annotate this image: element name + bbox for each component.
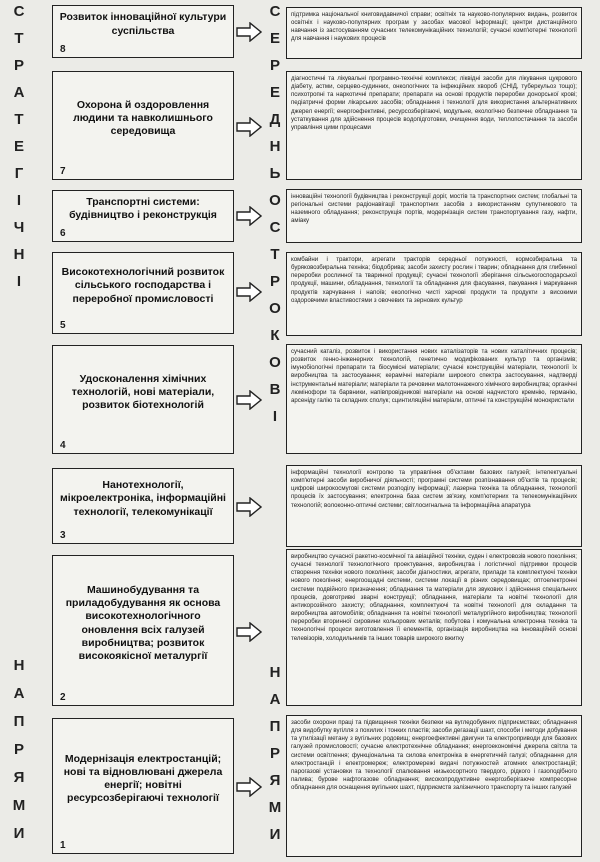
description-box-5: [286, 252, 582, 336]
right-vertical-label: [266, 4, 284, 854]
letter: Я: [13, 769, 25, 786]
letter: Н: [269, 664, 281, 681]
direction-title: Машинобудування та приладобудування як основа високотехнологічного оновлення всіх галузей виробництва; розвиток високоякісної металургії: [65, 584, 221, 662]
letter: Ч: [13, 219, 25, 236]
letter: І: [16, 273, 22, 290]
left-vertical-label: [10, 4, 28, 854]
description-box-4: [286, 344, 582, 454]
direction-title: Нанотехнології, мікроелектроніка, інформаційні технології, телекомунікації: [60, 479, 226, 518]
direction-number: 2: [60, 692, 66, 703]
direction-box-3: [52, 468, 234, 544]
description-text: діагностичні та лікувальні програмно-технічні комплекси; ліквідні засоби для лікування цукрового діабету, астми, серцево-судинних, онкологічних та інфекційних хвороб (СНІД, туберкульоз тощо); психотропні та наркотичні препарати; препарати на основі продуктів переробки донорської крові; педіатричні форми лікарських засобів; обладнання і технології для використання альтернативних джерел енергії; енергоефективні, ресурсозберігаючі, модульне, екологічно безпечне обладнання та устаткування для здійснення процесів водопідготовки, очищення води, теплопостачання та засоби управління цими процесами: [291, 75, 577, 131]
description-text: засоби охорони праці та підвищення техніки безпеки на вугледобувних підприємствах; обладнання для видобутку вугілля з похилих і тонких пластів; засоби дегазації шахт, способи і методи добування та утилізації метану з вугільних родовищ; енергоефективні двигуни та електроприводи для базових галузей промисловості; сучасне електротехнічне обладнання; енергоекономічні джерела світла та системи освітлення; функціональна та силова електроніка в енергетичній галузі; обладнання для електростанцій і електромереж; електромережі видачі потужностей атомних електростанцій; парогазові установки та технології спалювання низькосортного твердого, рідкого і газоподібного палива; бурове нафтогазове обладнання; високопродуктивне енергозберігаюче компресорне обладнання для оснащення вугільних шахт, підприємств залізничного транспорту та інших галузей: [291, 719, 577, 792]
letter: А: [13, 84, 25, 101]
direction-number: 8: [60, 44, 66, 55]
letter: О: [269, 192, 281, 209]
direction-number: 3: [60, 530, 66, 541]
description-box-2: [286, 549, 582, 706]
letter: О: [269, 354, 281, 371]
letter: Р: [269, 273, 280, 290]
description-text: сучасний каталіз, розвиток і використання нових каталізаторів та нових каталітичних процесів; розвиток генно-інженерних технологій, генетично модифікованих культур та організмів; імунобіологічні препарати та біосумісні матеріали; сучасні конструкційні матеріали, технології їх виробництва та застосування; керамічні матеріали широкого спектра застосування, надтверді інструментальні матеріали; матеріали та речовини малотоннажного хімічного виробництва; органічні люмінофори та барвники, напівпровідникові матеріали на основі надчистого кремнію, германію, арсеніду галію та складних сполук; сцинтиляційні матеріали, оптичні та конструкційні монокристали: [291, 348, 577, 404]
left-label-strategic: [14, 4, 25, 301]
arrow-right-icon: [236, 22, 262, 42]
description-box-3: [286, 465, 582, 547]
left-label-directions: [13, 658, 26, 854]
direction-number: 5: [60, 320, 66, 331]
letter: Т: [14, 30, 24, 47]
direction-number: 4: [60, 440, 66, 451]
letter: Ь: [269, 165, 281, 182]
letter: Е: [269, 84, 280, 101]
direction-number: 6: [60, 228, 66, 239]
direction-title: Розвиток інноваційної культури суспільства: [59, 11, 227, 37]
letter: Е: [269, 30, 280, 47]
letter: Д: [269, 111, 281, 128]
letter: М: [12, 797, 26, 814]
letter: Г: [14, 165, 24, 182]
letter: П: [269, 718, 281, 735]
arrow-right-icon: [236, 622, 262, 642]
letter: П: [13, 713, 25, 730]
description-text: інноваційні технології будівництва і реконструкції доріг, мостів та транспортних систем; глобальні та регіональні системи радіонавігації транспортних засобів з використанням супутникового та наземного обладнання; реконструкція портів, модернізація систем транспортування газу, нафти, аміаку: [291, 193, 577, 225]
direction-title: Високотехнологічний розвиток сільського господарства і переробної промисловості: [61, 266, 225, 305]
direction-title: Модернізація електростанцій; нові та відновлювані джерела енергії; новітні ресурсозберігаючі технології: [63, 752, 223, 805]
direction-number: 7: [60, 166, 66, 177]
letter: Е: [13, 138, 24, 155]
arrow-right-icon: [236, 282, 262, 302]
description-box-6: [286, 189, 582, 243]
arrow-right-icon: [236, 117, 262, 137]
letter: Н: [13, 657, 25, 674]
letter: І: [16, 192, 22, 209]
letter: Т: [14, 111, 24, 128]
direction-box-4: [52, 345, 234, 454]
letter: Т: [270, 246, 280, 263]
letter: Р: [13, 57, 24, 74]
letter: Н: [13, 246, 25, 263]
letter: С: [269, 3, 281, 20]
letter: М: [268, 799, 282, 816]
letter: Р: [269, 745, 280, 762]
direction-box-8: [52, 5, 234, 58]
arrow-right-icon: [236, 497, 262, 517]
letter: А: [269, 691, 281, 708]
letter: А: [13, 685, 25, 702]
description-box-1: [286, 715, 582, 857]
arrow-right-icon: [236, 206, 262, 226]
direction-box-6: [52, 190, 234, 242]
description-text: підтримка національної книговидавничої справи; освітніх та науково-популярних видань, розвиток освітніх і науково-популярних програм у засобах масової інформації; центри дистанційного навчання із застосуванням сучасних телекомунікаційних технологій; сучасні комп'ютерні технології для навчання і наукових процесів: [291, 11, 577, 43]
direction-number: 1: [60, 840, 66, 851]
letter: Р: [269, 57, 280, 74]
arrow-right-icon: [236, 777, 262, 797]
letter: Я: [269, 772, 281, 789]
direction-title: Охорона й оздоровлення людини та навколишнього середовища: [73, 98, 213, 138]
direction-box-1: [52, 718, 234, 854]
description-text: інформаційні технології контролю та управління об'єктами базових галузей; інтелектуальні комп'ютерні засоби виробничої діяльності; програмні системи розпізнавання об'єктів та процесів; цифрові широкосмугові системи розподілу інформації; лазерна техніка та обладнання, технології процесів їх застосування; електронна база систем зв'язку, комп'ютерних та телекомунікаційних технологій; волоконно-оптичні системи; світлосигнальна та інформаційна апаратура: [291, 469, 577, 509]
letter: Р: [13, 741, 24, 758]
description-text: комбайни і трактори, агрегати тракторів середньої потужності, кормозбиральна та буряковозбиральна техніка; біодобрива; засоби захисту рослин і тварин; обладнання для глибинної переробки рослинної та тваринної продукції; сучасні технології зберігання сільськогосподарської продукції, машини, обладнання, технології та обладнання для фасування, пакування і маркування продуктів харчування і напоїв; екологічно чисті харчові продукти та продукти з високими оздоровчими властивостями з овочевих та зернових культур: [291, 256, 577, 304]
letter: В: [269, 381, 281, 398]
arrow-right-icon: [236, 390, 262, 410]
letter: К: [270, 327, 280, 344]
description-box-8: [286, 7, 582, 59]
description-text: виробництво сучасної ракетно-космічної та авіаційної техніки, суден і електровозів нового покоління; сучасні технології технологічного проектування, виробництва і логістичної підтримки процесів створення техніки нового покоління; засоби діагностики, агрегати, прилади та комплектуючі техніки нового покоління; енергоощадні системи, системи локації в різних середовищах; оптоелектронні системи подвійного призначення; обладнання та матеріали для звукових і здійснення спеціальних процесів, довготривкі зварні конструкції; обладнання, матеріали та новітні технології для антикорозійного захисту; обладнання, комплектуючі та новітні технології для складання та виробництва автомобілів; обладнання та новітні технології металургійного виробництва; технології переробки вторинної сировини кольорових металів; побутова і комунальна електронна техніка та технологічні процеси виготовлення її елементів, організація виробництва на інноваційній основі телевізорів, холодильників та інших товарів широкого вжитку: [291, 553, 577, 642]
letter: С: [269, 219, 281, 236]
letter: О: [269, 300, 281, 317]
letter: Н: [269, 138, 281, 155]
direction-box-2: [52, 555, 234, 706]
letter: С: [13, 3, 25, 20]
direction-title: Транспортні системи: будівництво і реконструкція: [69, 195, 217, 221]
direction-title: Удосконалення хімічних технологій, нові матеріали, розвиток біотехнологій: [71, 372, 215, 412]
direction-box-7: [52, 71, 234, 180]
letter: І: [272, 408, 278, 425]
right-label-directions: [269, 665, 282, 854]
description-box-7: [286, 71, 582, 180]
letter: И: [269, 826, 281, 843]
letter: И: [13, 825, 25, 842]
right-label-medium-term: [269, 4, 281, 436]
direction-box-5: [52, 252, 234, 334]
